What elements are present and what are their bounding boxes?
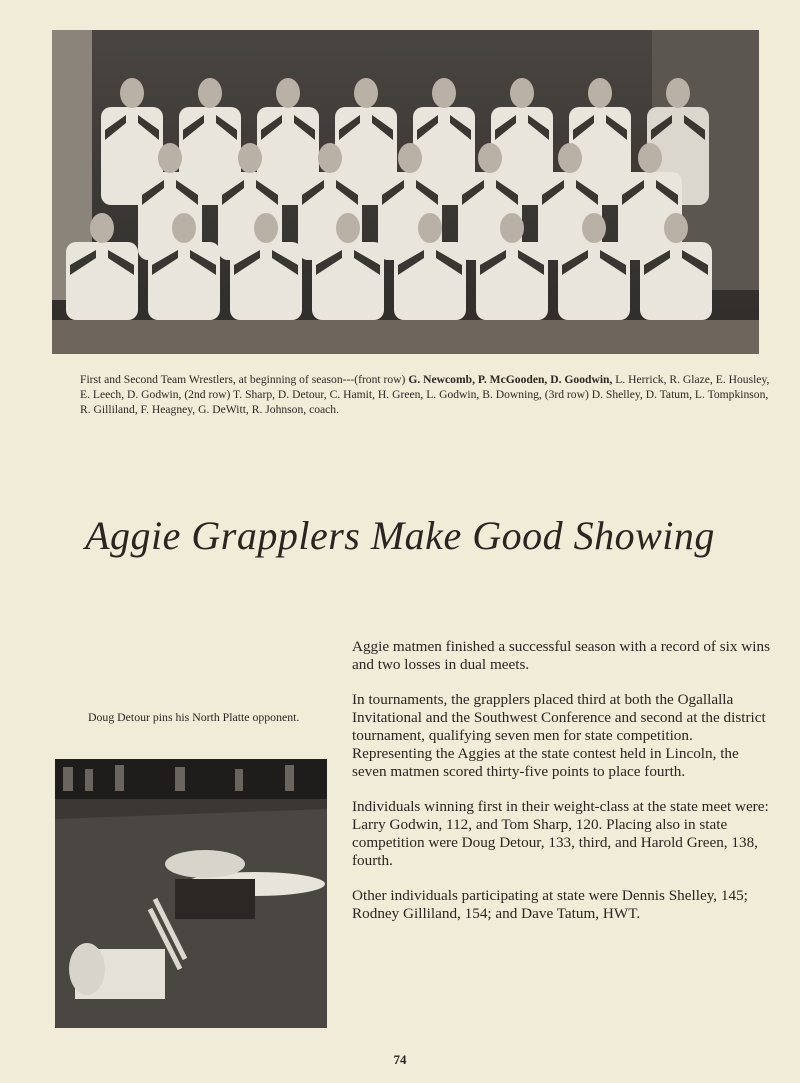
wrestler-body <box>230 242 302 320</box>
wrestler-head <box>510 78 534 108</box>
wrestler-head <box>318 143 342 173</box>
article-paragraph-1: Aggie matmen finished a successful season with a record of six wins and two losses in dual meets. <box>352 638 770 673</box>
wrestler-head <box>276 78 300 108</box>
caption-text-start: First and Second Team Wrestlers, at beginning of season---(front row) <box>80 373 409 386</box>
wrestler-head <box>198 78 222 108</box>
article-paragraph-4: Other individuals participating at state were Dennis Shelley, 145; Rodney Gilliland, 154; and Dave Tatum, HWT. <box>352 887 748 922</box>
wrestler-head <box>254 213 278 243</box>
team-photo <box>52 30 759 354</box>
wrestler-head <box>354 78 378 108</box>
wrestler-body <box>640 242 712 320</box>
wrestler-head <box>336 213 360 243</box>
wrestler-body <box>394 242 466 320</box>
wrestler-body <box>66 242 138 320</box>
page-number: 74 <box>393 1052 407 1067</box>
article-paragraph-3: Individuals winning first in their weight-class at the state meet were: Larry Godwin, 112, and Tom Sharp, 120. Placing also in state competition were Doug Detour, 133, third, and Harold Green, 138, fourth. <box>352 798 769 869</box>
team-photo-caption <box>80 372 770 417</box>
wrestler-head <box>664 213 688 243</box>
caption-text-rest: L. Herrick, R. Glaze, E. Housley, E. Leech, D. Godwin, (2nd row) T. Sharp, D. Detour, C. Hamit, H. Green, L. Godwin, B. Downing, (3rd row) D. Shelley, D. Tatum, L. Tompkinson, R. Gilliland, F. Heagney, G. DeWitt, R. Johnson, coach. <box>80 373 770 416</box>
caption-front-row-names: G. Newcomb, P. McGooden, D. Goodwin, <box>408 373 613 386</box>
wrestler-body <box>312 242 384 320</box>
wrestler-head <box>666 78 690 108</box>
action-photo <box>55 759 327 1028</box>
wrestler-head <box>418 213 442 243</box>
wrestler-head <box>158 143 182 173</box>
wrestler-head <box>582 213 606 243</box>
page-headline: Aggie Grapplers Make Good Showing <box>85 513 715 558</box>
team-photo-graphic <box>52 30 759 354</box>
wrestler-head <box>500 213 524 243</box>
wrestler-body <box>476 242 548 320</box>
wrestler-head <box>558 143 582 173</box>
action-photo-caption: Doug Detour pins his North Platte opponent. <box>88 710 300 724</box>
wrestler-head <box>588 78 612 108</box>
wrestler-head <box>120 78 144 108</box>
wrestler-head <box>90 213 114 243</box>
article-paragraph-2: In tournaments, the grapplers placed third at both the Ogallalla Invitational and the Southwest Conference and second at the district tournament, qualifying seven men for state competition. Representing the Aggies at the state contest held in Lincoln, the seven matmen scored thirty-five points to place fourth. <box>352 691 766 780</box>
wrestler-body <box>558 242 630 320</box>
wrestler-body <box>148 242 220 320</box>
wrestler-head <box>172 213 196 243</box>
wrestler-head <box>398 143 422 173</box>
article-body <box>352 638 772 940</box>
wrestler-head <box>638 143 662 173</box>
wrestler-head <box>238 143 262 173</box>
wrestler-head <box>478 143 502 173</box>
action-photo-graphic <box>55 759 327 1028</box>
wrestler-head <box>432 78 456 108</box>
